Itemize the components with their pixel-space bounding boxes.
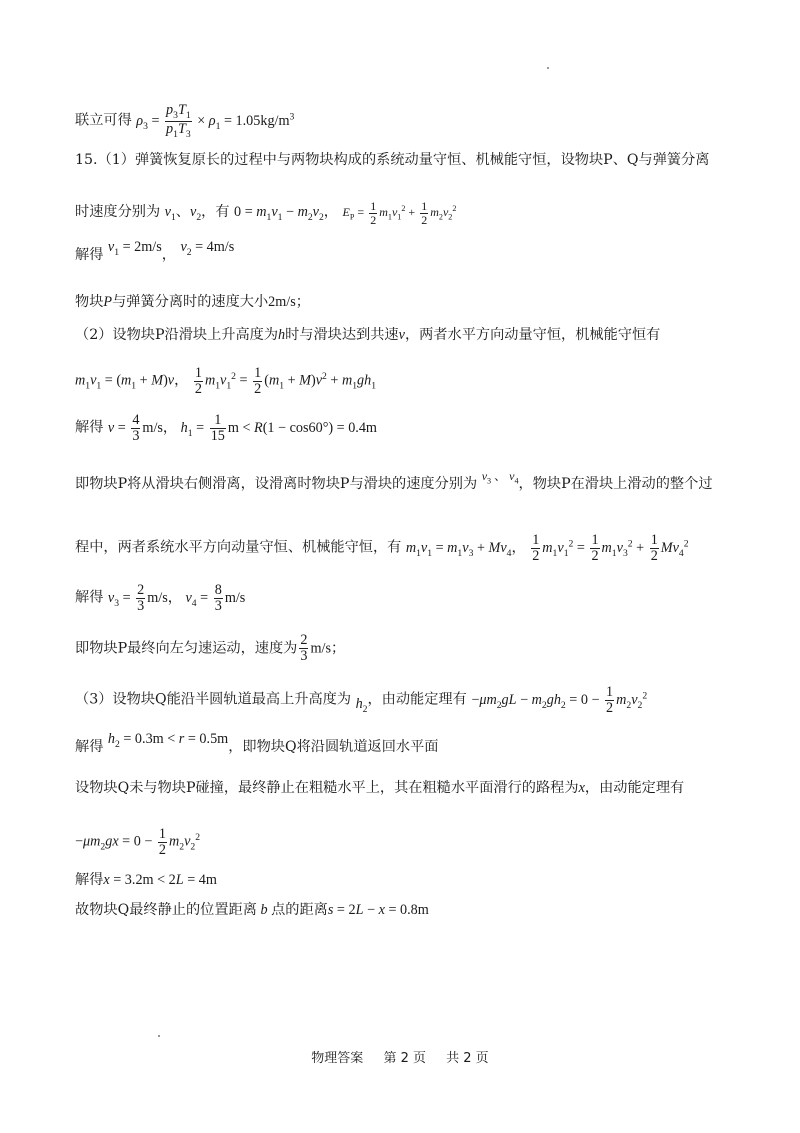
formula: s = 2L − x = 0.8m [327, 902, 429, 918]
formula: $h_2 = 0.3m < r = 0.5m$ [107, 731, 229, 750]
q15-line11 [75, 633, 345, 664]
formula: v = $\frac{4}{3}$ m/s， $h_1$ = $\frac{1}{15}$ m < R(1 − cos60°) = 0.4m [107, 412, 377, 444]
q15-line3: 解得 $v_1 = 2m/s$， $v_2 = 4m/s$ [75, 239, 235, 263]
text: 时与滑块达到共速 [285, 327, 399, 343]
var-v: v [398, 327, 405, 343]
q15-line12 [75, 685, 647, 716]
text: ，物块P在滑块上滑动的整个过 [518, 476, 713, 492]
q15-equation-3: $-\mu m_2gx = 0$ − $\frac{1}{2}$ $m_2v_2^2$ [75, 826, 201, 858]
question-number: 15. [75, 152, 98, 168]
formula: v3 、 v4 [481, 469, 519, 486]
text: （3）设物块Q能沿半圆轨道最高上升高度为 [75, 691, 352, 708]
speck [547, 67, 549, 69]
formula: $m_1v_1 = m_1v_3 + Mv_4$， $\frac{1}{2}$ $m_1v_1^2$ = $\frac{1}{2}$ $m_1v_3^2$ + $\frac{1}{2}$ $Mv_4^2$ [405, 532, 689, 564]
q15-line13 [75, 731, 439, 758]
text: 解得 [75, 419, 104, 436]
q15-line1 [75, 152, 709, 169]
formula: $v_1$、$v_2$ [164, 203, 202, 223]
unit: m/s [310, 640, 331, 657]
text: 点的距离 [271, 902, 328, 918]
value: 2m/s [268, 294, 296, 310]
speck [158, 1035, 160, 1037]
formula: $-\mu m_2gL - m_2gh_2 = 0$ − $\frac{1}{2}$ $m_2v_2^2$ [471, 684, 648, 716]
text: ，两者水平方向动量守恒，机械能守恒有 [404, 327, 661, 343]
text: ，即物块Q将沿圆轨道返回水平面 [228, 739, 439, 755]
fraction: $\frac{p_3T_1}{p_1T_3}$ [166, 102, 191, 140]
formula: x = 3.2m < 2L = 4m [103, 872, 217, 888]
footer-page: 第 2 页 [383, 1051, 426, 1066]
text: 联立可得 [75, 112, 132, 129]
formula: $v_3$ = $\frac{2}{3}$ m/s， $v_4$ = $\frac{8}{3}$ m/s [107, 582, 246, 614]
header-formula-line [75, 103, 294, 140]
formula: $0 = m_1v_1 - m_2v_2$， [234, 203, 338, 223]
q15-line2 [75, 200, 456, 226]
page-footer [0, 1047, 800, 1066]
text: 时速度分别为 [75, 203, 161, 220]
text: 即物块P最终向左匀速运动，速度为 [75, 640, 298, 657]
formula: $v_1 = 2m/s$ [107, 239, 162, 258]
q15-line10 [75, 583, 245, 614]
fraction: $\frac{2}{3}$ [300, 632, 308, 664]
q15-line7 [75, 413, 377, 444]
q15-line17 [75, 902, 429, 919]
text: ，有 [201, 203, 230, 220]
q15-line4 [75, 294, 310, 311]
punct: ； [330, 640, 346, 657]
text: 程中，两者系统水平方向动量守恒、机械能守恒，有 [75, 539, 402, 556]
formula: $E_P$ = $\frac{1}{2}$ $m_1v_1^2$ + $\frac{1}{2}$ $m_2v_2^2$ [342, 199, 457, 227]
text: 解得 [75, 739, 104, 755]
footer-subject: 物理答案 [311, 1051, 364, 1066]
footer-total: 共 2 页 [446, 1051, 489, 1066]
q15-line5 [75, 327, 660, 344]
text: ，由动能定理有 [367, 691, 467, 708]
var-x: x [578, 780, 585, 796]
text: 设物块Q未与物块P碰撞，最终静止在粗糙水平上，其在粗糙水平面滑行的路程为 [75, 780, 579, 796]
q15-line8 [75, 469, 713, 494]
text: 即物块P将从滑块右侧滑离，设滑离时物块P与滑块的速度分别为 [75, 476, 478, 492]
q15-line14 [75, 780, 684, 797]
var-b: b [256, 902, 272, 918]
var-h: h [278, 327, 286, 343]
formula: $\rho_3$ = $\frac{p_3T_1}{p_1T_3}$ × $\rho_1 = 1.05kg/m^3$ [136, 102, 295, 140]
q15-equations-2: $m_1v_1 = (m_1 + M)v$， $\frac{1}{2}$ $m_1v_1^2$ = $\frac{1}{2}$ $(m_1 + M)v^2 + m_1gh_1$ [75, 365, 377, 397]
q15-line9 [75, 533, 689, 564]
text: 与弹簧分离时的速度大小 [112, 294, 269, 310]
formula: $h_2$ [355, 695, 368, 715]
text: 解得 [75, 589, 104, 606]
text: 故物块Q最终静止的位置距离 [75, 902, 257, 918]
text: 物块 [75, 294, 104, 310]
punct: ； [295, 294, 310, 310]
text: 解得 [75, 247, 104, 263]
var-P: P [103, 294, 113, 310]
text: （2）设物块P沿滑块上升高度为 [75, 327, 279, 343]
q15-line16 [75, 872, 217, 889]
formula: $v_2 = 4m/s$ [180, 239, 235, 258]
text: ，由动能定理有 [584, 780, 685, 796]
text: （1）弹簧恢复原长的过程中与两物块构成的系统动量守恒、机械能守恒，设物块P、Q与弹簧分离 [97, 152, 710, 168]
text: 解得 [75, 872, 104, 888]
